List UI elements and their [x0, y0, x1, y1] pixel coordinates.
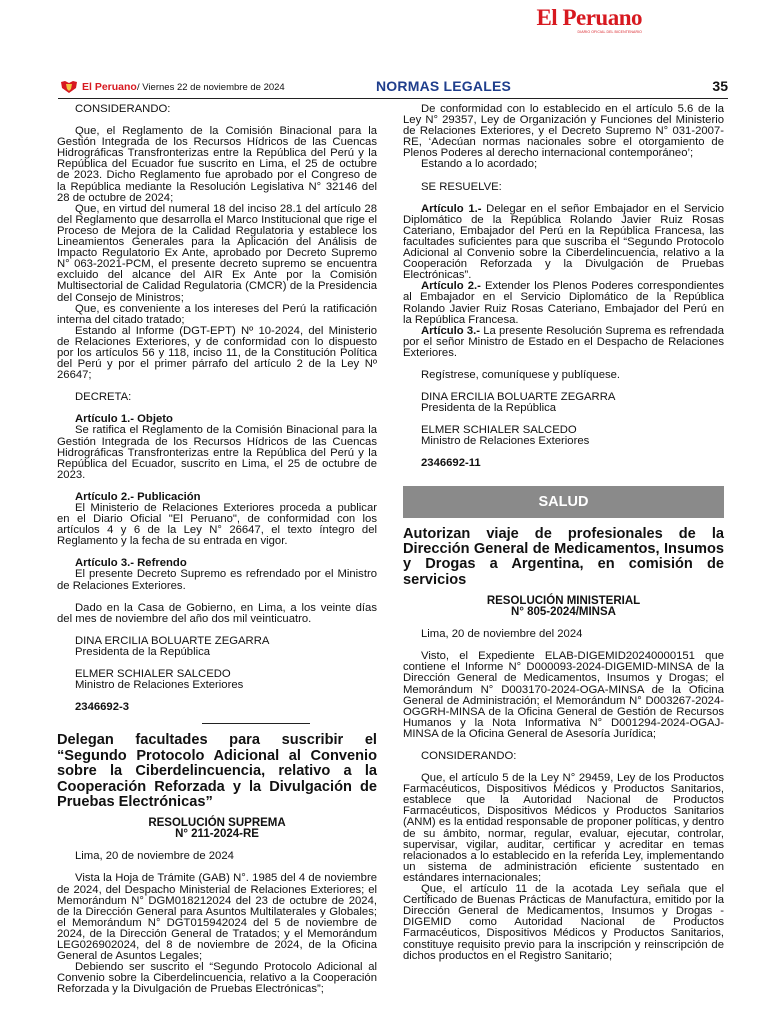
intro-paragraph: Estando a lo acordado;	[421, 158, 538, 171]
article-1-text: Se ratifica el Reglamento de la Comisión Binacional para la Gestión Integrada de los Recursos Hídricos de las Cuencas Hidrográficas Transfronterizas entre la República del Perú y la República del Ecuador, suscrito en Lima, el 25 de octubre de 2023.	[57, 424, 377, 481]
right-column	[403, 104, 724, 962]
considerando-label: CONSIDERANDO:	[75, 103, 171, 115]
article-2-text: Extender los Plenos Poderes correspondientes al Embajador en el Servicio Diplomático de la República Rolando Javier Ruiz Rosas Cateriano, Embajador del Perú en la República Francesa.	[403, 280, 725, 326]
running-header-date: / Viernes 22 de noviembre de 2024	[137, 82, 285, 93]
signer-title: Presidenta de la República	[421, 402, 557, 415]
resolution-type: RESOLUCIÓN MINISTERIAL	[486, 595, 641, 608]
left-column	[57, 104, 377, 995]
signer-name: ELMER SCHIALER SALCEDO	[75, 668, 231, 681]
masthead-tagline: DIARIO OFICIAL DEL BICENTENARIO	[577, 30, 642, 34]
page-number: 35	[712, 78, 728, 94]
resuelve-label: SE RESUELVE:	[421, 180, 502, 193]
masthead	[536, 6, 642, 35]
considerando-paragraph: Que, en virtud del numeral 18 del inciso 28.1 del artículo 28 del Reglamento que desarrolla el Marco Institucional que rige el Proceso de Mejora de la Calidad Regulatoria y establece los Lineamientos Generales para la Aplicación del Análisis de Impacto Regulatorio Ex Ante, aprobado por Decreto Supremo N° 063-2021-PCM, el presente decreto supremo se encuentra excluido del alcance del AIR Ex Ante por la Comisión Multisectorial de Calidad Regulatoria (CMCR) de la Presidencia del Consejo de Ministros;	[57, 202, 377, 304]
considerando-paragraph: Que, el Reglamento de la Comisión Binacional para la Gestión Integrada de los Recursos Hídricos de las Cuencas Hidrográficas Transfronterizas entre la República del Perú y la República del Ecuador fue suscrito en Lima, el 25 de octubre de 2023. Dicho Reglamento fue aprobado por el Congreso de la República mediante la Resolución Legislativa N° 32146 del 28 de octubre de 2024;	[57, 125, 377, 204]
resolution-number: N° 211-2024-RE	[175, 828, 259, 841]
masthead-brand: El Peruano	[536, 5, 642, 30]
section-divider	[202, 723, 310, 724]
signer-name: ELMER SCHIALER SALCEDO	[421, 424, 577, 437]
article-1	[403, 204, 724, 282]
coat-of-arms-icon	[58, 80, 80, 94]
visto-paragraph: Visto, el Expediente ELAB-DIGEMID20240000151 que contiene el Informe N° D000093-2024-DIGEMID-MINSA de la Dirección General de Medicamentos, Insumos y Drogas; el Memorándum N° D003170-2024-OGA-MINSA de la Oficina General de Administración; el Memorándum N° D003267-2024-OGGRH-MINSA de la Oficina General de Gestión de Recursos Humanos y la Nota Informativa N° D001294-2024-OGAJ-MINSA de la Oficina General de Asesoría Jurídica;	[403, 650, 724, 740]
document-code: 2346692-3	[75, 701, 130, 714]
article-3	[403, 326, 724, 359]
dado-paragraph: Dado en la Casa de Gobierno, en Lima, a los veinte días del mes de noviembre del año dos mil veinticuatro.	[57, 601, 377, 625]
running-header	[58, 78, 728, 99]
signer-title: Presidenta de la República	[75, 645, 211, 658]
article-3-text: La presente Resolución Suprema es refrendada por el señor Ministro de Estado en el Despacho de Relaciones Exteriores.	[403, 324, 724, 359]
article-2-text: El Ministerio de Relaciones Exteriores proceda a publicar en el Diario Oficial "El Peruano", de conformidad con los artículos 4 y 6 de la Ley N° 26647, el texto íntegro del Reglamento y la fecha de su entrada en vigor.	[57, 502, 377, 548]
intro-paragraph: De conformidad con lo establecido en el artículo 5.6 de la Ley N° 29357, Ley de Organización y Funciones del Ministerio de Relaciones Exteriores, y el Decreto Supremo N° 031-2007-RE, ‘Adecúan normas nacionales sobre el otorgamiento de Plenos Poderes al derecho internacional contemporáneo’;	[403, 103, 724, 160]
running-header-section: NORMAS LEGALES	[376, 78, 512, 94]
document-code: 2346692-11	[421, 457, 481, 470]
article-3-heading: Artículo 3.- Refrendo	[75, 557, 187, 570]
article-1-text: Delegar en el señor Embajador en el Servicio Diplomático de la República Rolando Javier Ruiz Rosas Cateriano, Embajador del Perú en la República Francesa, las facultades suficientes para que suscriba el “Segundo Protocolo Adicional al Convenio sobre la Ciberdelincuencia, relativo a la Cooperación Reforzada y la Divulgación de Pruebas Electrónicas”.	[403, 202, 725, 282]
resolution-date: Lima, 20 de noviembre de 2024	[75, 850, 234, 863]
signer-title: Ministro de Relaciones Exteriores	[75, 679, 244, 692]
considerando-label: CONSIDERANDO:	[421, 750, 517, 762]
decreta-label: DECRETA:	[75, 391, 132, 404]
article-2	[403, 281, 724, 325]
resolution-paragraph: Debiendo ser suscrito el “Segundo Protocolo Adicional al Convenio sobre la Ciberdelincuencia, relativo a la Cooperación Reforzada y la Divulgación de Pruebas Electrónicas”;	[57, 961, 377, 996]
running-header-brand: El Peruano	[82, 81, 137, 93]
considerando-paragraph: Que, el artículo 5 de la Ley N° 29459, Ley de los Productos Farmacéuticos, Dispositivos Médicos y Productos Sanitarios, establece que la Autoridad Nacional de Productos Farmacéuticos, Dispositivos Médicos y Productos Sanitarios (ANM) es la entidad responsable de proponer políticas, y dentro de su ámbito, normar, regular, evaluar, ejecutar, controlar, supervisar, vigilar, auditar, certificar y acreditar en temas relacionados a lo establecido en la referida Ley, implementando un sistema de administración eficiente sustentado en estándares internacionales;	[403, 772, 724, 884]
resolution-number: N° 805-2024/MINSA	[511, 606, 616, 619]
article-1-heading: Artículo 1.-	[421, 202, 482, 215]
considerando-paragraph: Que, el artículo 11 de la acotada Ley señala que el Certificado de Buenas Prácticas de Manufactura, emitido por la Dirección General de Medicamentos, Insumos y Drogas - DIGEMID como Autoridad Nacional de Productos Farmacéuticos, Dispositivos Médicos y Productos Sanitarios, constituye requisito previo para la inscripción y reinscripción de dichos productos en el Registro Sanitario;	[403, 883, 724, 962]
section-bar-salud: SALUD	[403, 486, 724, 518]
registrese-line: Regístrese, comuníquese y publíquese.	[421, 368, 621, 381]
resolution-date: Lima, 20 de noviembre del 2024	[421, 628, 583, 641]
considerando-paragraph: Estando al Informe (DGT-EPT) Nº 10-2024, del Ministerio de Relaciones Exteriores, y de conformidad con lo dispuesto por los artículos 56 y 118, inciso 11, de la Constitución Política del Perú y por el primer párrafo del artículo 2 de la Ley Nº 26647;	[57, 324, 377, 382]
norm-title: Autorizan viaje de profesionales de la Dirección General de Medicamentos, Insumos y Drogas a Argentina, en comisión de servicios	[403, 525, 724, 588]
considerando-paragraph: Que, es conveniente a los intereses del Perú la ratificación interna del citado tratado;	[57, 302, 377, 326]
norm-title: Delegan facultades para suscribir el “Segundo Protocolo Adicional al Convenio sobre la Ciberdelincuencia, relativo a la Cooperación Reforzada y la Divulgación de Pruebas Electrónicas”	[57, 732, 377, 810]
signer-title: Ministro de Relaciones Exteriores	[421, 435, 590, 448]
article-3-heading: Artículo 3.-	[421, 324, 481, 337]
article-3-text: El presente Decreto Supremo es refrendado por el Ministro de Relaciones Exteriores.	[57, 568, 377, 592]
resolution-paragraph: Vista la Hoja de Trámite (GAB) N°. 1985 del 4 de noviembre de 2024, del Despacho Ministerial de Relaciones Exteriores; el Memorándum N° DGM018212024 del 23 de octubre de 2024, de la Dirección General para Asuntos Multilaterales y Globales; el Memorándum N° DGT015942024 del 5 de noviembre de 2024, de la Dirección General de Tratados; y el Memorándum LEG026902024, del 8 de noviembre de 2024, de la Oficina General de Asuntos Legales;	[57, 872, 377, 963]
signer-name: DINA ERCILIA BOLUARTE ZEGARRA	[75, 634, 270, 647]
article-2-heading: Artículo 2.- Publicación	[75, 490, 201, 503]
article-2-heading: Artículo 2.-	[421, 280, 481, 293]
article-1-heading: Artículo 1.- Objeto	[75, 413, 173, 426]
resolution-type: RESOLUCIÓN SUPREMA	[148, 817, 286, 830]
signer-name: DINA ERCILIA BOLUARTE ZEGARRA	[421, 391, 616, 404]
